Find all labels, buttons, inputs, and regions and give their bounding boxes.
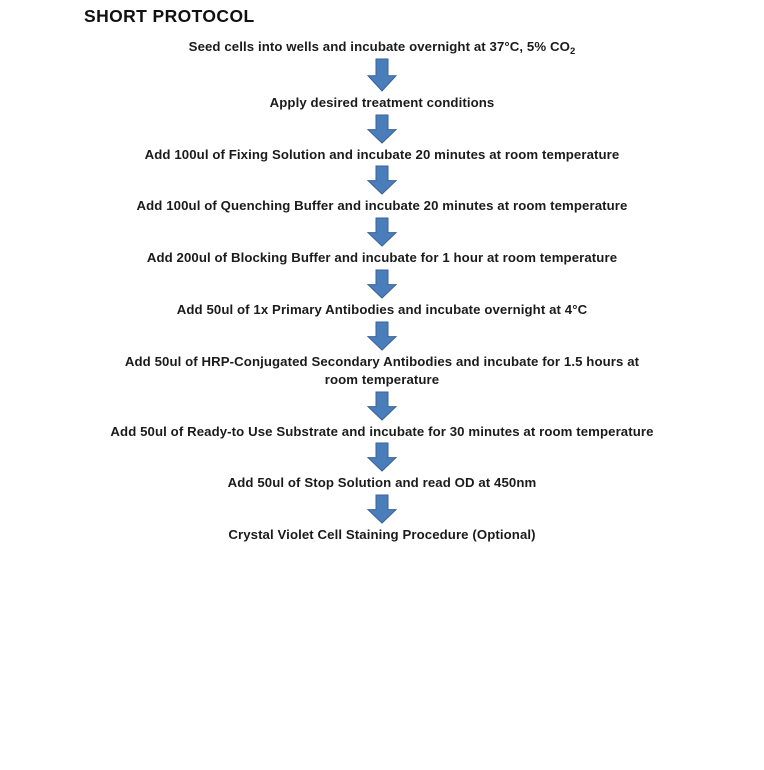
down-arrow-icon [365,56,399,94]
down-arrow-icon [365,112,399,146]
down-arrow-icon [365,389,399,423]
flow-connector [362,56,402,94]
protocol-step [117,353,647,389]
protocol-step-label: Add 100ul of Quenching Buffer and incubate 20 minutes at room temperature [136,198,628,214]
protocol-diagram [0,6,764,770]
protocol-step-label: Apply desired treatment conditions [269,94,495,110]
protocol-step-label: Add 50ul of Stop Solution and read OD at 450nm [227,475,537,491]
down-arrow-icon [365,319,399,353]
flow-connector [362,112,402,146]
flowchart [18,38,746,544]
down-arrow-icon [365,163,399,197]
flow-connector [362,492,402,526]
flow-connector [362,267,402,301]
protocol-step-label: Add 50ul of HRP-Conjugated Secondary Antibodies and incubate for 1.5 hours at room temperature [124,353,640,387]
protocol-step [117,526,647,544]
flow-connector [362,319,402,353]
flow-connector [362,389,402,423]
down-arrow-icon [365,440,399,474]
protocol-step-label: Add 50ul of 1x Primary Antibodies and incubate overnight at 4°C [176,302,588,318]
protocol-step-label: Add 200ul of Blocking Buffer and incubate for 1 hour at room temperature [146,250,618,266]
protocol-step [117,94,647,112]
flow-connector [362,163,402,197]
protocol-step-label: Add 50ul of Ready-to Use Substrate and incubate for 30 minutes at room temperature [110,423,654,439]
protocol-step-label: Crystal Violet Cell Staining Procedure (Optional) [228,527,536,543]
protocol-step [117,38,647,56]
protocol-step [117,474,647,492]
protocol-step [117,197,647,215]
down-arrow-icon [365,215,399,249]
protocol-step-label: Seed cells into wells and incubate overnight at 37°C, 5% CO [188,39,570,54]
protocol-step [52,423,712,441]
protocol-step [117,301,647,319]
down-arrow-icon [365,267,399,301]
protocol-step-label: Add 100ul of Fixing Solution and incubate 20 minutes at room temperature [144,146,620,162]
flow-connector [362,440,402,474]
protocol-step [52,249,712,267]
flow-connector [362,215,402,249]
protocol-step [52,146,712,164]
page-title: SHORT PROTOCOL [84,6,255,26]
down-arrow-icon [365,492,399,526]
protocol-step-subscript: 2 [569,46,576,57]
